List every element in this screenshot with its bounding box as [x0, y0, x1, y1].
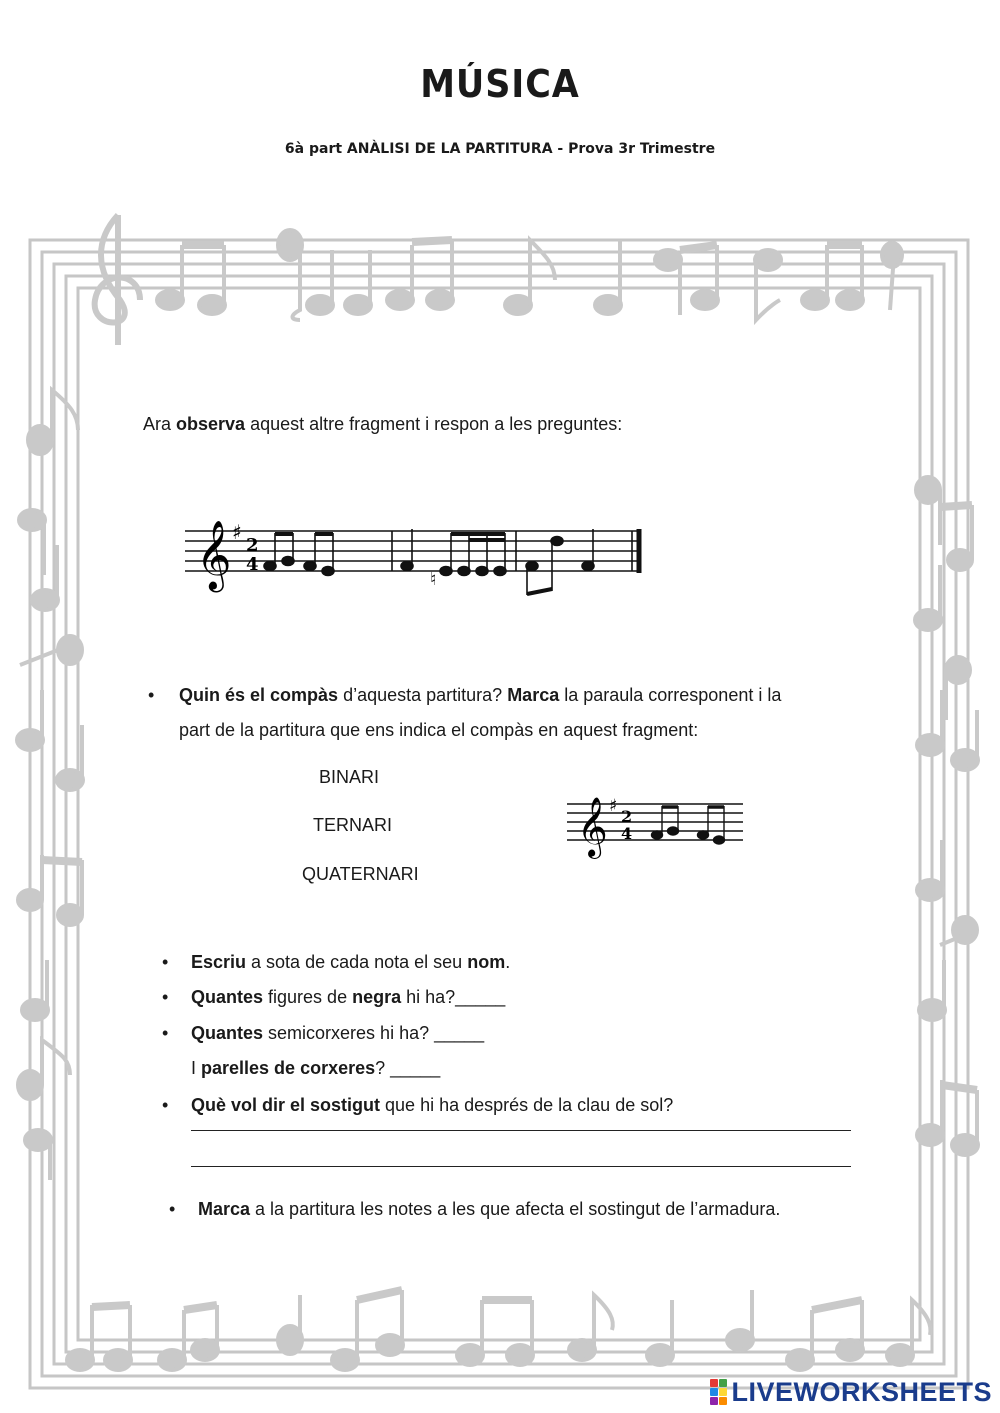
logo-text: LIVEWORKSHEETS: [731, 1376, 992, 1407]
time-signature-bottom: 4: [246, 554, 259, 575]
bullet: •: [162, 1023, 169, 1043]
page-subtitle: 6à part ANÀLISI DE LA PARTITURA - Prova 3r Trimestre: [284, 141, 716, 157]
option-binari[interactable]: BINARI: [319, 767, 380, 787]
question-escriu: Escriu a sota de cada nota el seu nom.: [191, 952, 511, 972]
note[interactable]: [698, 831, 709, 839]
natural-sign-icon: ♮: [430, 569, 437, 590]
page-title: MÚSICA: [420, 62, 580, 106]
bullet: •: [162, 952, 169, 972]
question-compas-line2: part de la partitura que ens indica el compàs en aquest fragment:: [179, 720, 699, 740]
question-marca-notes: Marca a la partitura les notes a les que afecta el sostingut de l’armadura.: [198, 1199, 781, 1219]
note[interactable]: [714, 836, 725, 844]
intro-text: Ara observa aquest altre fragment i respon a les preguntes:: [143, 414, 623, 434]
bullet: •: [162, 1095, 169, 1115]
treble-clef-icon: 𝄞: [577, 797, 608, 857]
logo-mark-icon: [710, 1379, 727, 1405]
key-signature-sharp: ♯: [232, 520, 242, 544]
treble-clef-icon: 𝄞: [196, 520, 232, 590]
key-signature-sharp: ♯: [609, 796, 618, 816]
question-corxeres[interactable]: I parelles de corxeres? _____: [191, 1058, 441, 1078]
score-excerpt[interactable]: [563, 782, 753, 867]
bullet: •: [162, 987, 169, 1007]
option-ternari[interactable]: TERNARI: [313, 815, 393, 835]
time-signature-bottom: 4: [621, 824, 633, 843]
answer-line-2[interactable]: [191, 1166, 851, 1167]
question-negres[interactable]: Quantes figures de negra hi ha?_____: [191, 987, 506, 1007]
question-semicorxeres[interactable]: Quantes semicorxeres hi ha? _____: [191, 1023, 485, 1043]
note[interactable]: [668, 827, 679, 835]
score-fragment[interactable]: [180, 505, 650, 605]
decorative-notes: [17, 215, 978, 1370]
liveworksheets-logo: [710, 1377, 992, 1407]
note[interactable]: [652, 831, 663, 839]
question-sostingut: Què vol dir el sostigut que hi ha després de la clau de sol?: [191, 1095, 674, 1115]
bullet: •: [148, 685, 155, 705]
bullet: •: [169, 1199, 176, 1219]
question-compas: Quin és el compàs d’aquesta partitura? Marca la paraula corresponent i la: [179, 685, 782, 705]
time-signature-top: 2: [621, 807, 633, 826]
option-quaternari[interactable]: QUATERNARI: [302, 864, 419, 884]
time-signature-top: 2: [246, 535, 259, 556]
answer-line-1[interactable]: [191, 1130, 851, 1131]
